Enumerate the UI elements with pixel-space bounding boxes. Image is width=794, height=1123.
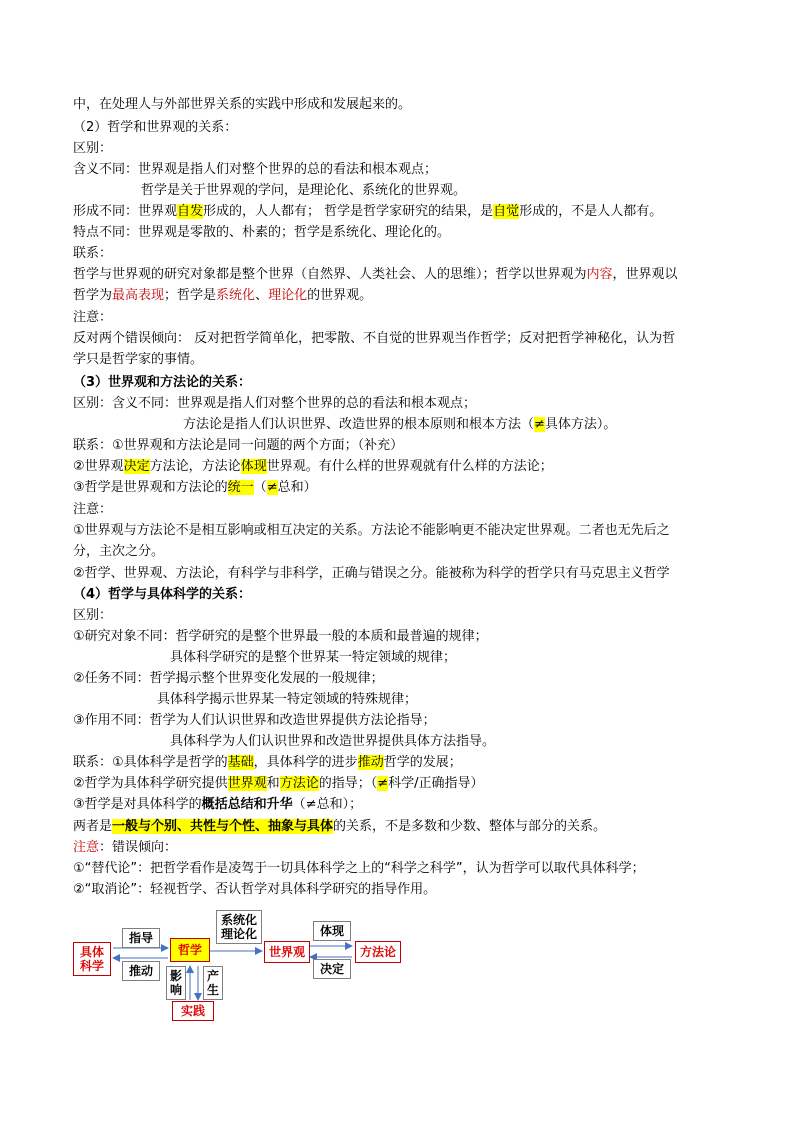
text-line: 注意：	[73, 310, 113, 325]
text-line: 联系：	[73, 246, 113, 261]
text-line-guide: ②哲学为具体科学研究提供世界观和方法论的指导；（≠科学/正确指导）	[73, 776, 484, 791]
text-line-errors: 注意：错误倾向：	[73, 840, 178, 855]
text-line-link: 哲学与世界观的研究对象都是整个世界（自然界、人类社会、人的思维）；哲学以世界观为内容，世界观以	[73, 267, 678, 282]
text-line: 分，主次之分。	[73, 544, 165, 559]
promote-label: 推动	[122, 961, 160, 981]
text-line: 区别：	[73, 608, 113, 623]
text-line-unity: ③哲学是世界观和方法论的统一（≠总和）	[73, 480, 317, 495]
text-line: 反对两个错误倾向： 反对把哲学简单化，把零散、不自觉的世界观当作哲学；反对把哲学神秘化，认为哲	[73, 331, 676, 346]
embody-label: 体现	[313, 921, 351, 941]
text-line: ②“取消论”：轻视哲学、否认哲学对具体科学研究的指导作用。	[73, 882, 437, 897]
text-line-worldview: ②世界观决定方法论，方法论体现世界观。有什么样的世界观就有什么样的方法论；	[73, 459, 553, 474]
guide-label: 指导	[122, 928, 160, 948]
decide-label: 决定	[313, 959, 351, 979]
text-line-science: 联系：①具体科学是哲学的基础，具体科学的进步推动哲学的发展；	[73, 755, 462, 770]
text-line: ①研究对象不同：哲学研究的是整个世界最一般的本质和最普遍的规律；	[73, 629, 488, 644]
systematize-label: 系统化 理论化	[216, 910, 262, 944]
highlight: 自觉	[493, 204, 520, 219]
text-line-link2: 哲学为最高表现；哲学是系统化、理论化的世界观。	[73, 288, 373, 303]
text-line: 特点不同：世界观是零散的、朴素的；哲学是系统化、理论化的。	[73, 225, 451, 240]
text-line: 含义不同：世界观是指人们对整个世界的总的看法和根本观点；	[73, 162, 438, 177]
text-line-formation: 形成不同：世界观自发形成的，人人都有； 哲学是哲学家研究的结果，是自觉形成的，不是人人都有。	[73, 204, 663, 219]
text-line: 具体科学揭示世界某一特定领域的特殊规律；	[157, 692, 418, 707]
methodology-box: 方法论	[355, 941, 401, 963]
text-line: 具体科学研究的是整个世界某一特定领域的规律；	[170, 650, 457, 665]
text-line: 区别：	[73, 141, 113, 156]
text-line: ③作用不同：哲学为人们认识世界和改造世界提供方法论指导；	[73, 713, 436, 728]
produce-label: 产 生	[203, 966, 223, 1000]
text-line: 联系：①世界观和方法论是同一问题的两个方面；（补充）	[73, 438, 404, 453]
text-line: 注意：	[73, 502, 113, 517]
text-line-summary: ③哲学是对具体科学的概括总结和升华（≠总和）；	[73, 797, 363, 812]
text-line-method: 方法论是指人们认识世界、改造世界的根本原则和根本方法（≠具体方法）。	[183, 417, 617, 432]
text-line: ①世界观与方法论不是相互影响或相互决定的关系。方法论不能影响更不能决定世界观。二者也无先后之	[73, 523, 670, 538]
text-line: 哲学是关于世界观的学问，是理论化、系统化的世界观。	[141, 183, 467, 198]
highlight: 自发	[177, 204, 204, 219]
section-heading-3: （3）世界观和方法论的关系：	[73, 375, 252, 390]
text-line: ②哲学、世界观、方法论，有科学与非科学，正确与错误之分。能被称为科学的哲学只有马克思主义哲学	[73, 566, 670, 581]
text-line: ①“替代论”：把哲学看作是凌驾于一切具体科学之上的“科学之科学”，认为哲学可以取代具体科学；	[73, 861, 645, 876]
practice-box: 实践	[172, 1001, 214, 1021]
text-line: 具体科学为人们认识世界和改造世界提供具体方法指导。	[170, 734, 496, 749]
text-line: ②任务不同：哲学揭示整个世界变化发展的一般规律；	[73, 671, 384, 686]
concrete-science-box: 具体 科学	[73, 942, 111, 976]
worldview-box: 世界观	[264, 941, 310, 963]
section-heading-2: （2）哲学和世界观的关系：	[73, 120, 238, 135]
text-line: 区别：含义不同：世界观是指人们对整个世界的总的看法和根本观点；	[73, 396, 477, 411]
influence-label: 影 响	[166, 966, 186, 1000]
text-line-both: 两者是一般与个别、共性与个性、抽象与具体的关系，不是多数和少数、整体与部分的关系。	[73, 819, 607, 834]
section-heading-4: （4）哲学与具体科学的关系：	[73, 587, 252, 602]
text-line: 学只是哲学家的事情。	[73, 352, 204, 367]
philosophy-box: 哲学	[170, 938, 210, 962]
text-line: 中，在处理人与外部世界关系的实践中形成和发展起来的。	[73, 97, 412, 112]
